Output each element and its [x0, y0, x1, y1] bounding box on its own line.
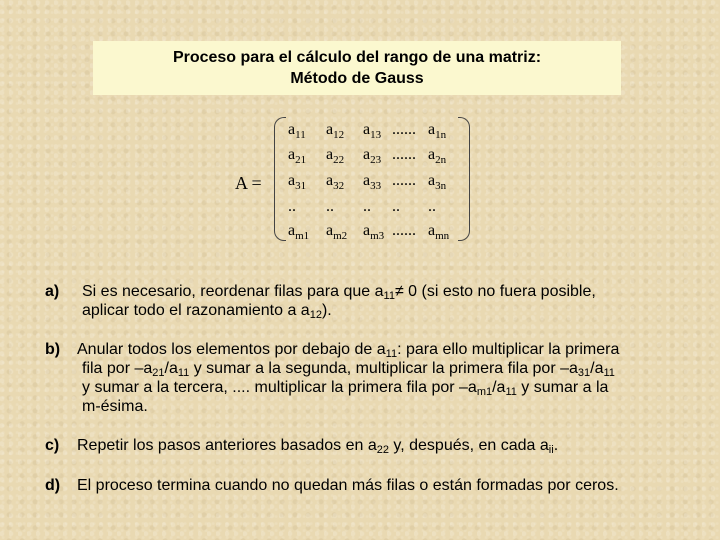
matrix-cell: ......	[392, 172, 416, 189]
title-box	[93, 41, 621, 95]
step-text-line: El proceso termina cuando no quedan más filas o están formadas por ceros.	[77, 477, 619, 494]
matrix-left-paren	[274, 117, 286, 241]
matrix-cell: ..	[326, 198, 334, 215]
matrix-lhs: A =	[235, 173, 262, 193]
matrix-cell: ......	[392, 222, 416, 239]
matrix-cell: $a_{mn}$	[428, 222, 450, 243]
matrix-cell: $a_{31}$	[288, 172, 307, 193]
matrix-cell: $a_{m3}$	[363, 222, 385, 243]
step-label: d)	[45, 477, 61, 494]
matrix-cell: $a_{32}$	[326, 172, 345, 193]
matrix-cell: ..	[363, 198, 371, 215]
step-text-line: Repetir los pasos anteriores basados en $a_{22}$ y, después, en cada $a_{ii}$.	[77, 437, 559, 456]
step-text-line: Anular todos los elementos por debajo de $a_{11}$: para ello multiplicar la primera	[77, 341, 620, 360]
step-label: c)	[45, 437, 60, 454]
matrix-cell: $a_{23}$	[363, 146, 382, 167]
matrix-cell: $a_{2n}$	[428, 146, 447, 167]
matrix-cell: $a_{12}$	[326, 121, 345, 142]
step-text-line: Si es necesario, reordenar filas para que $a_{11}\ne 0$ (si esto no fuera posible,	[82, 283, 596, 302]
matrix-cell: ......	[392, 121, 416, 138]
matrix-cell: ..	[392, 198, 400, 215]
matrix-cell: ..	[428, 198, 436, 215]
matrix-cell: $a_{11}$	[288, 121, 306, 142]
matrix-cell: $a_{m2}$	[326, 222, 348, 243]
step-text-line: m-ésima.	[82, 398, 148, 415]
matrix-cell: $a_{33}$	[363, 172, 382, 193]
matrix-cell: ......	[392, 146, 416, 163]
matrix-cell: $a_{m1}$	[288, 222, 310, 243]
step-label: a)	[45, 283, 60, 300]
matrix-cell: $a_{1n}$	[428, 121, 447, 142]
step-label: b)	[45, 341, 61, 358]
step-text-line: aplicar todo el razonamiento a $a_{12}$).	[82, 302, 332, 321]
matrix-cell: ..	[288, 198, 296, 215]
matrix-cell: $a_{21}$	[288, 146, 307, 167]
step-text-line: y sumar a la tercera, .... multiplicar la primera fila por $-a_{m1}/a_{11}$ y sumar a la	[82, 379, 609, 398]
title-line-2: Método de Gauss	[290, 70, 424, 87]
matrix-right-paren	[458, 117, 470, 241]
matrix-cell: $a_{22}$	[326, 146, 345, 167]
matrix-cell: $a_{13}$	[363, 121, 382, 142]
matrix-cell: $a_{3n}$	[428, 172, 447, 193]
step-text-line: fila por $-a_{21}/a_{11}$ y sumar a la segunda, multiplicar la primera fila por $-a_{31}/a_{11}$	[82, 360, 615, 379]
title-line-1: Proceso para el cálculo del rango de una matriz:	[172, 49, 542, 66]
